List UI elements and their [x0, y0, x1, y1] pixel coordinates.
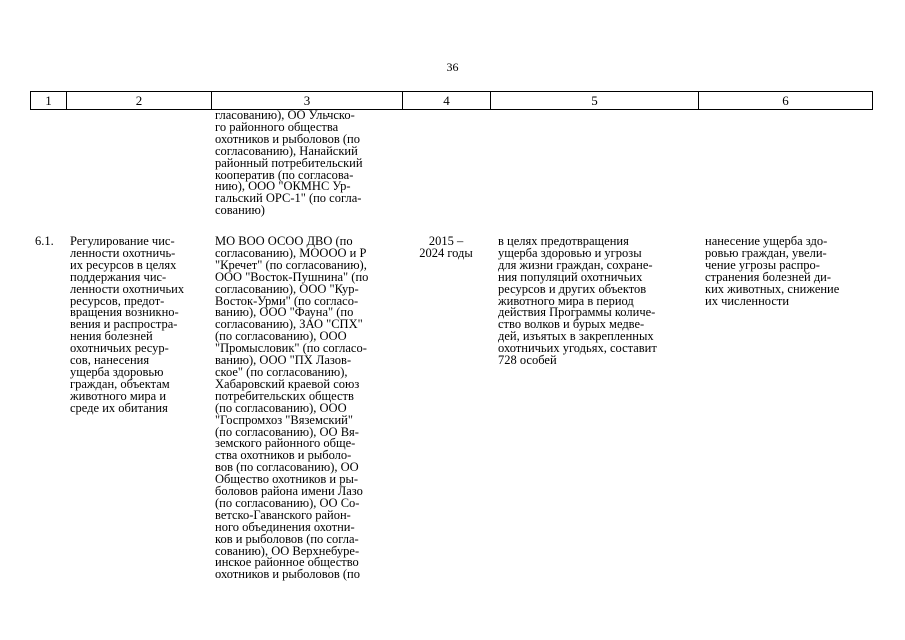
text-line: ское" (по согласованию),: [215, 364, 348, 379]
text-line: охотничьих угодьях, составит: [498, 341, 657, 356]
header-col-4: 4: [403, 92, 491, 109]
text-line: нанесение ущерба здо-: [705, 234, 828, 248]
text-line: среде их обитания: [70, 400, 168, 415]
text-line: гальский ОРС-1" (по согла-: [215, 191, 362, 206]
text-line: "Госпромхоз "Вяземский": [215, 412, 353, 427]
table-header-row: [30, 91, 873, 110]
text-line: ветско-Гаванского район-: [215, 507, 351, 522]
text-line: го районного общества: [215, 119, 339, 134]
text-line: странения болезней ди-: [705, 269, 832, 284]
text-line: (по согласованию), ОО Со-: [215, 495, 360, 510]
expected-result-cell: [498, 236, 657, 367]
page-number: 36: [446, 60, 459, 74]
continuation-executors-cell: [215, 110, 363, 217]
text-line: (по согласованию), ООО: [215, 400, 347, 415]
executors-cell: [215, 236, 368, 581]
text-line: боловов района имени Лазо: [215, 484, 363, 499]
text-line: ленности охотничьих: [70, 281, 185, 296]
text-line: ванию), ООО "ПХ Лазов-: [215, 353, 352, 368]
text-line: для жизни граждан, сохране-: [498, 257, 653, 272]
header-col-6: 6: [782, 93, 789, 108]
text-line: ков и рыболовов (по согла-: [215, 531, 359, 546]
consequences-cell: [705, 236, 839, 307]
text-line: охотников и рыболовов (по: [215, 567, 360, 582]
text-line: ванию), ООО "Фауна" (по: [215, 305, 354, 320]
text-line: ущерба здоровью: [70, 364, 164, 379]
text-line: ущерба здоровью и угрозы: [498, 245, 642, 260]
text-line: граждан, объектам: [70, 376, 170, 391]
text-line: ленности охотничь-: [70, 245, 176, 260]
text-line: потребительских обществ: [215, 388, 354, 403]
text-line: кооператив (по согласова-: [215, 167, 354, 182]
header-col-2: 2: [67, 92, 212, 109]
text-line: ООО "Восток-Пушнина" (по: [215, 269, 369, 284]
text-line: сованию): [215, 203, 265, 218]
text-line: в целях предотвращения: [498, 234, 629, 248]
header-col-1: 1: [31, 92, 67, 109]
text-line: согласованию), ООО "Кур-: [215, 281, 359, 296]
header-col-5: 5: [491, 92, 699, 109]
text-line: согласованию), ЗАО "СПХ": [215, 317, 363, 332]
text-line: вращения возникно-: [70, 305, 179, 320]
text-line: ресурсов и других объектов: [498, 281, 647, 296]
text-line: их ресурсов в целях: [70, 257, 177, 272]
text-line: согласованию), Нанайский: [215, 143, 358, 158]
text-line: ровью граждан, увели-: [705, 245, 827, 260]
text-line: вения и распростра-: [70, 317, 178, 332]
text-line: "Кречет" (по согласованию),: [215, 257, 367, 272]
text-line: Регулирование чис-: [70, 234, 175, 248]
text-line: нию), ООО "ОКМНС Ур-: [215, 179, 351, 194]
text-line: ния популяций охотничьих: [498, 269, 643, 284]
text-line: 728 особей: [498, 353, 557, 368]
text-line: животного мира и: [70, 388, 167, 403]
text-line: поддержания чис-: [70, 269, 167, 284]
text-line: охотничьих ресур-: [70, 341, 169, 356]
text-line: Общество охотников и ры-: [215, 472, 359, 487]
text-line: Хабаровский краевой союз: [215, 376, 360, 391]
text-line: (по согласованию), ОО Вя-: [215, 424, 359, 439]
text-line: сованию), ОО Верхнебуре-: [215, 543, 360, 558]
text-line: охотников и рыболовов (по: [215, 131, 360, 146]
period-cell: [402, 236, 490, 260]
text-line: действия Программы количе-: [498, 305, 656, 320]
text-line: гласованию), ОО Ульчско-: [215, 108, 355, 122]
text-line: согласованию), МООOO и Р: [215, 245, 367, 260]
text-line: МО ВОО ОСОО ДВО (по: [215, 234, 353, 248]
text-line: Восток-Урми" (по согласо-: [215, 293, 359, 308]
text-line: ства охотников и рыболо-: [215, 448, 352, 463]
text-line: ного объединения охотни-: [215, 519, 355, 534]
text-line: инское районное общество: [215, 555, 359, 570]
text-line: 2024 годы: [419, 245, 473, 260]
text-line: (по согласованию), ООО: [215, 329, 347, 344]
text-line: "Промысловик" (по согласо-: [215, 341, 367, 356]
text-line: животного мира в период: [498, 293, 634, 308]
text-line: сов, нанесения: [70, 353, 150, 368]
header-col-3: 3: [212, 92, 403, 109]
row-number: 6.1.: [35, 234, 54, 248]
text-line: их численности: [705, 293, 790, 308]
text-line: 2015 –: [428, 234, 464, 248]
text-line: чение угрозы распро-: [705, 257, 820, 272]
text-line: ких животных, снижение: [705, 281, 840, 296]
text-line: дей, изъятых в закрепленных: [498, 329, 654, 344]
text-line: земского районного обще-: [215, 436, 356, 451]
text-line: ство волков и бурых медве-: [498, 317, 645, 332]
text-line: вов (по согласованию), ОО: [215, 460, 359, 475]
measure-name-cell: [70, 236, 184, 415]
text-line: нения болезней: [70, 329, 153, 344]
text-line: ресурсов, предот-: [70, 293, 165, 308]
text-line: районный потребительский: [215, 155, 363, 170]
